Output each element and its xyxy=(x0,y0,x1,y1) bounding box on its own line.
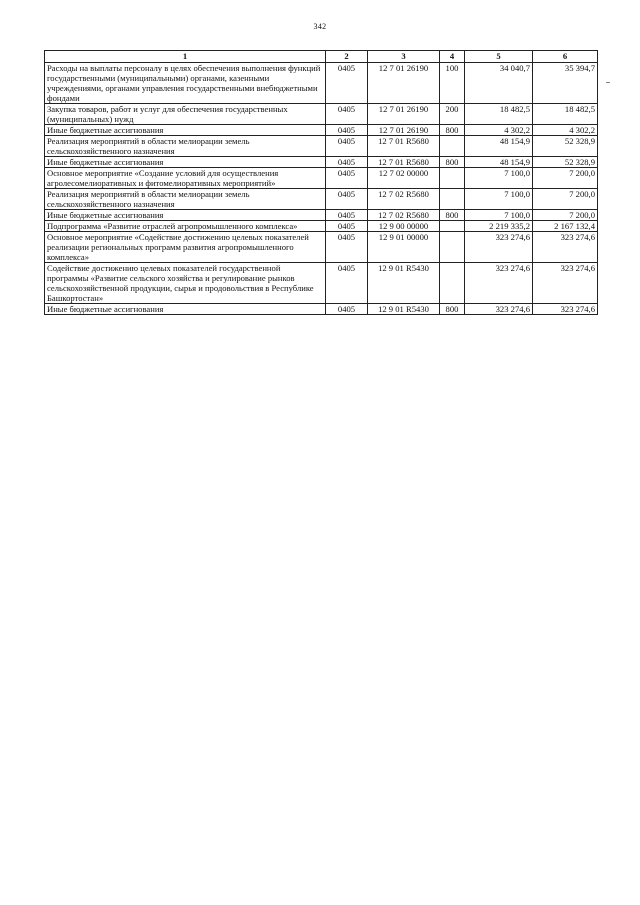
table-row xyxy=(45,221,598,232)
table-row xyxy=(45,125,598,136)
item-name-cell: Реализация мероприятий в области мелиорации земель сельскохозяйственного назначения xyxy=(45,189,326,210)
section-code-cell: 0405 xyxy=(326,304,368,315)
amount-year2-cell: 52 328,9 xyxy=(533,136,598,157)
amount-year1-cell: 323 274,6 xyxy=(465,304,533,315)
header-cell-3: 3 xyxy=(368,51,440,63)
amount-year1-cell: 7 100,0 xyxy=(465,210,533,221)
target-item-cell: 12 7 02 R5680 xyxy=(368,210,440,221)
expense-type-cell xyxy=(440,168,465,189)
table-row xyxy=(45,63,598,104)
target-item-cell: 12 9 01 00000 xyxy=(368,232,440,263)
table-row xyxy=(45,157,598,168)
target-item-cell: 12 9 00 00000 xyxy=(368,221,440,232)
item-name-cell: Иные бюджетные ассигнования xyxy=(45,125,326,136)
expense-type-cell: 800 xyxy=(440,125,465,136)
expense-type-cell xyxy=(440,232,465,263)
amount-year2-cell: 7 200,0 xyxy=(533,168,598,189)
expense-type-cell: 800 xyxy=(440,210,465,221)
amount-year1-cell: 48 154,9 xyxy=(465,136,533,157)
expense-type-cell: 800 xyxy=(440,304,465,315)
section-code-cell: 0405 xyxy=(326,263,368,304)
item-name-cell: Подпрограмма «Развитие отраслей агропромышленного комплекса» xyxy=(45,221,326,232)
amount-year2-cell: 7 200,0 xyxy=(533,189,598,210)
page-number: 342 xyxy=(313,22,327,31)
expense-type-cell: 800 xyxy=(440,157,465,168)
target-item-cell: 12 7 01 R5680 xyxy=(368,136,440,157)
item-name-cell: Основное мероприятие «Создание условий для осуществления агролесомелиоративных и фитомелиоративных мероприятий» xyxy=(45,168,326,189)
header-cell-6: 6 xyxy=(533,51,598,63)
section-code-cell: 0405 xyxy=(326,189,368,210)
table-row xyxy=(45,136,598,157)
item-name-cell: Содействие достижению целевых показателей государственной программы «Развитие сельского хозяйства и регулирование рынков сельскохозяйственной продукции, сырья и продовольствия в Республике Башкортостан» xyxy=(45,263,326,304)
section-code-cell: 0405 xyxy=(326,221,368,232)
target-item-cell: 12 7 01 26190 xyxy=(368,125,440,136)
item-name-cell: Иные бюджетные ассигнования xyxy=(45,157,326,168)
target-item-cell: 12 7 01 26190 xyxy=(368,104,440,125)
budget-table xyxy=(44,50,598,315)
expense-type-cell xyxy=(440,221,465,232)
amount-year1-cell: 4 302,2 xyxy=(465,125,533,136)
amount-year2-cell: 52 328,9 xyxy=(533,157,598,168)
amount-year2-cell: 323 274,6 xyxy=(533,232,598,263)
header-cell-2: 2 xyxy=(326,51,368,63)
section-code-cell: 0405 xyxy=(326,232,368,263)
table-row xyxy=(45,232,598,263)
table-row xyxy=(45,104,598,125)
amount-year2-cell: 18 482,5 xyxy=(533,104,598,125)
item-name-cell: Иные бюджетные ассигнования xyxy=(45,210,326,221)
amount-year1-cell: 323 274,6 xyxy=(465,232,533,263)
amount-year2-cell: 35 394,7 xyxy=(533,63,598,104)
amount-year1-cell: 2 219 335,2 xyxy=(465,221,533,232)
table-row xyxy=(45,189,598,210)
amount-year1-cell: 7 100,0 xyxy=(465,168,533,189)
table-header-row xyxy=(45,51,598,63)
section-code-cell: 0405 xyxy=(326,157,368,168)
amount-year1-cell: 7 100,0 xyxy=(465,189,533,210)
amount-year2-cell: 323 274,6 xyxy=(533,263,598,304)
section-code-cell: 0405 xyxy=(326,125,368,136)
amount-year2-cell: 4 302,2 xyxy=(533,125,598,136)
header-cell-1: 1 xyxy=(45,51,326,63)
amount-year2-cell: 2 167 132,4 xyxy=(533,221,598,232)
amount-year1-cell: 323 274,6 xyxy=(465,263,533,304)
item-name-cell: Реализация мероприятий в области мелиорации земель сельскохозяйственного назначения xyxy=(45,136,326,157)
section-code-cell: 0405 xyxy=(326,104,368,125)
amount-year1-cell: 34 040,7 xyxy=(465,63,533,104)
section-code-cell: 0405 xyxy=(326,136,368,157)
table-row xyxy=(45,168,598,189)
amount-year2-cell: 323 274,6 xyxy=(533,304,598,315)
section-code-cell: 0405 xyxy=(326,210,368,221)
target-item-cell: 12 9 01 R5430 xyxy=(368,263,440,304)
expense-type-cell: 200 xyxy=(440,104,465,125)
amount-year1-cell: 48 154,9 xyxy=(465,157,533,168)
expense-type-cell: 100 xyxy=(440,63,465,104)
item-name-cell: Закупка товаров, работ и услуг для обеспечения государственных (муниципальных) нужд xyxy=(45,104,326,125)
expense-type-cell xyxy=(440,263,465,304)
item-name-cell: Основное мероприятие «Содействие достижению целевых показателей реализации региональных программ развития агропромышленного комплекса» xyxy=(45,232,326,263)
expense-type-cell xyxy=(440,189,465,210)
header-cell-5: 5 xyxy=(465,51,533,63)
target-item-cell: 12 7 02 R5680 xyxy=(368,189,440,210)
table-row xyxy=(45,210,598,221)
target-item-cell: 12 7 01 26190 xyxy=(368,63,440,104)
item-name-cell: Иные бюджетные ассигнования xyxy=(45,304,326,315)
table-row xyxy=(45,263,598,304)
section-code-cell: 0405 xyxy=(326,63,368,104)
item-name-cell: Расходы на выплаты персоналу в целях обеспечения выполнения функций государственными (муниципальными) органами, казенными учреждениями, органами управления государственными внебюджетными фондами xyxy=(45,63,326,104)
table-row xyxy=(45,304,598,315)
target-item-cell: 12 7 01 R5680 xyxy=(368,157,440,168)
target-item-cell: 12 9 01 R5430 xyxy=(368,304,440,315)
header-cell-4: 4 xyxy=(440,51,465,63)
section-code-cell: 0405 xyxy=(326,168,368,189)
target-item-cell: 12 7 02 00000 xyxy=(368,168,440,189)
amount-year1-cell: 18 482,5 xyxy=(465,104,533,125)
expense-type-cell xyxy=(440,136,465,157)
amount-year2-cell: 7 200,0 xyxy=(533,210,598,221)
scan-mark xyxy=(606,82,610,83)
